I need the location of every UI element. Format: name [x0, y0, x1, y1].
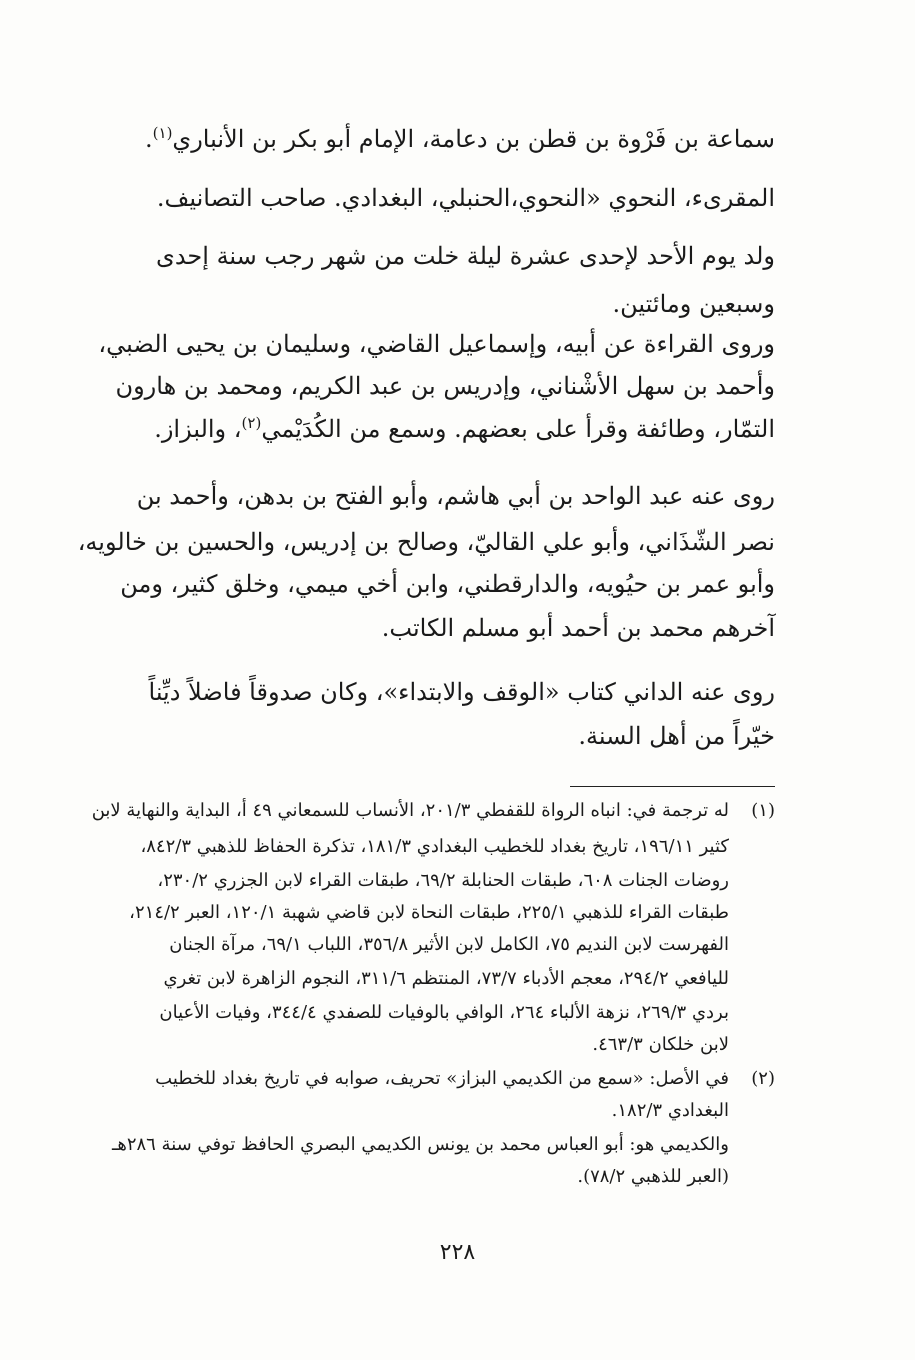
biography-line-title: المقرىء، النحوي «النحوي،الحنبلي، البغدادي. صاحب التصانيف.: [156, 184, 775, 212]
footnote-text: في الأصل: «سمع من الكديمي البزاز» تحريف، صوابه في تاريخ بغداد للخطيب: [155, 1068, 729, 1089]
footnote-text: الفهرست لابن النديم ٧٥، الكامل لابن الأثير ٣٥٦/٨، اللباب ٦٩/١، مرآة الجنان: [169, 934, 729, 955]
birth-line: ولد يوم الأحد لإحدى عشرة ليلة خلت من شهر رجب سنة إحدى: [156, 242, 775, 270]
footnote-text: روضات الجنات ٦٠٨، طبقات الحنابلة ٦٩/٢، طبقات القراء لابن الجزري ٢٣٠/٢،: [157, 870, 729, 891]
birth-line: وسبعين ومائتين.: [612, 290, 775, 318]
footnote-text: له ترجمة في: انباه الرواة للقفطي ٢٠١/٣، الأنساب للسمعاني ٤٩ أ، البداية والنهاية لابن: [91, 800, 729, 821]
footnote-text: بردي ٢٦٩/٣، نزهة الألباء ٢٦٤، الوافي بالوفيات للصفدي ٣٤٤/٤، وفيات الأعيان: [159, 1002, 729, 1023]
narration-line: روى عنه الداني كتاب «الوقف والابتداء»، وكان صدوقاً فاضلاً ديِّناً: [148, 678, 775, 706]
narration-line: خيّراً من أهل السنة.: [578, 722, 775, 750]
footnote-ref-1[interactable]: (١): [152, 124, 173, 142]
students-line: آخرهم محمد بن أحمد أبو مسلم الكاتب.: [381, 614, 775, 642]
footnote-text: لليافعي ٢٩٤/٢، معجم الأدباء ٧٣/٧، المنتظم ٣١١/٦، النجوم الزاهرة لابن تغري: [163, 968, 729, 989]
teachers-line: وأحمد بن سهل الأشْناني، وإدريس بن عبد الكريم، ومحمد بن هارون: [115, 372, 775, 400]
students-line: روى عنه عبد الواحد بن أبي هاشم، وأبو الفتح بن بدهن، وأحمد بن: [136, 482, 775, 510]
footnote-separator: [570, 786, 775, 787]
text-span: ، والبزاز.: [154, 415, 242, 443]
footnote-text: كثير ١٩٦/١١، تاريخ بغداد للخطيب البغدادي ١٨١/٣، تذكرة الحفاظ للذهبي ٨٤٢/٣،: [140, 836, 729, 857]
footnote-1-number: (١): [751, 800, 775, 821]
students-line: وأبو عمر بن حيُويه، والدارقطني، وابن أخي ميمي، وخلق كثير، ومن: [120, 570, 775, 598]
footnote-text: لابن خلكان ٤٦٣/٣.: [592, 1034, 729, 1055]
footnote-text: طبقات القراء للذهبي ٢٢٥/١، طبقات النحاة لابن قاضي شهبة ١٢٠/١، العبر ٢١٤/٢،: [129, 902, 729, 923]
footnote-text: البغدادي ١٨٢/٣.: [611, 1100, 729, 1121]
biography-line-name: [110, 124, 775, 153]
footnote-2-number: (٢): [751, 1068, 775, 1089]
text-span: سماعة بن فَرْوة بن قطن بن دعامة، الإمام أبو بكر بن الأنباري: [172, 125, 775, 153]
text-span: التمّار، وطائفة وقرأ على بعضهم. وسمع من الكُدَيْمي: [261, 415, 775, 443]
students-line: نصر الشّذَاني، وأبو علي القاليّ، وصالح بن إدريس، والحسين بن خالويه،: [77, 528, 775, 556]
teachers-line: [110, 414, 775, 443]
text-span: .: [145, 125, 153, 153]
footnote-ref-2[interactable]: (٢): [241, 414, 262, 432]
footnote-text: والكديمي هو: أبو العباس محمد بن يونس الكديمي البصري الحافظ توفي سنة ٢٨٦هـ: [112, 1134, 729, 1155]
footnote-text: (العبر للذهبي ٧٨/٢).: [577, 1166, 729, 1187]
teachers-line: وروى القراءة عن أبيه، وإسماعيل القاضي، وسليمان بن يحيى الضبي،: [98, 330, 775, 358]
page-number: ٢٢٨: [439, 1240, 476, 1265]
